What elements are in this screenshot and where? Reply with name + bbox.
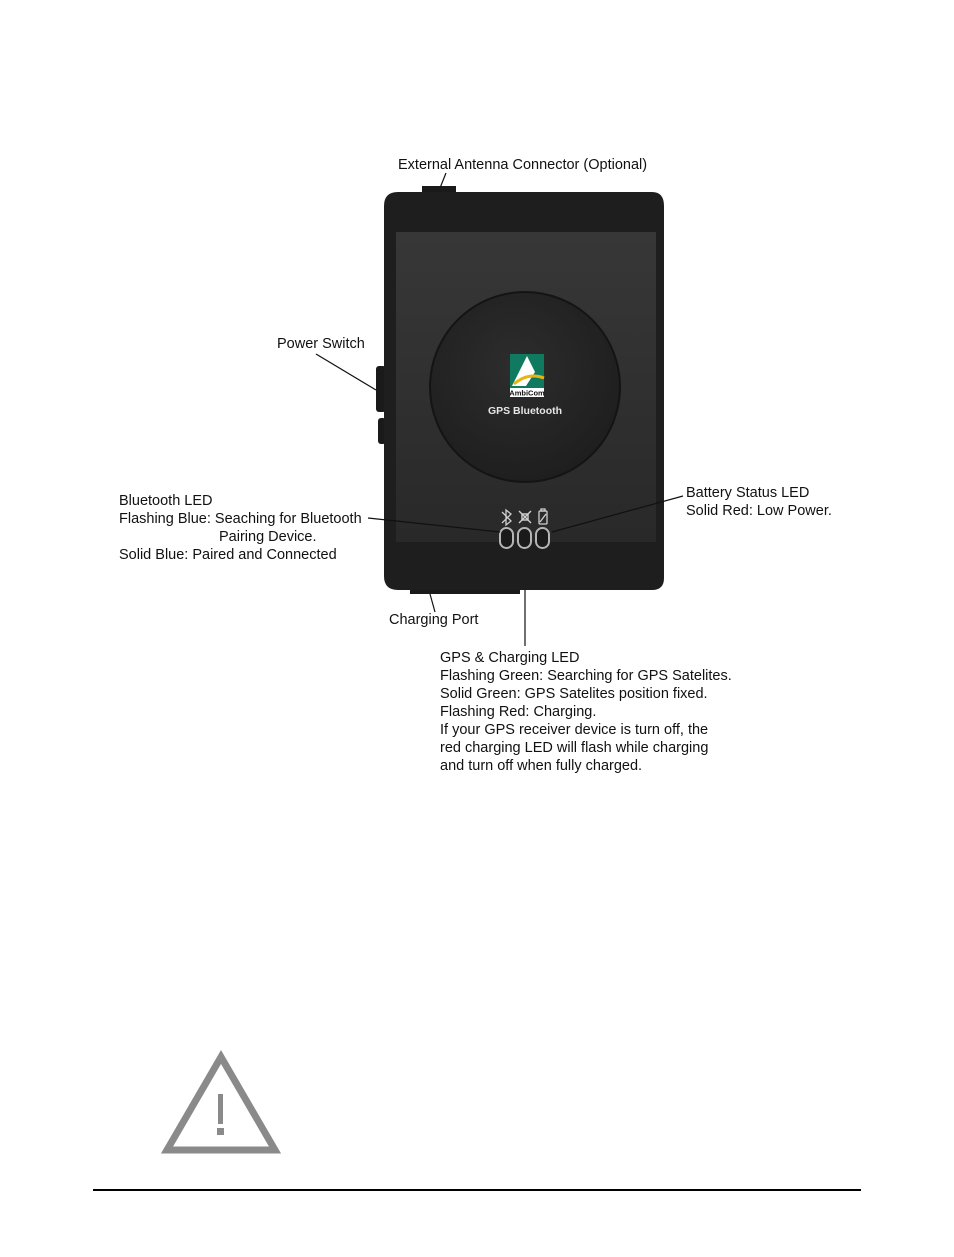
bluetooth-led xyxy=(500,528,513,548)
warning-triangle-icon xyxy=(167,1057,275,1150)
footer-rule xyxy=(93,1189,861,1191)
battery-led-line1: Solid Red: Low Power. xyxy=(686,503,832,519)
charging-port-label: Charging Port xyxy=(389,612,479,628)
bluetooth-led-title: Bluetooth LED xyxy=(119,493,213,509)
battery-led xyxy=(536,528,549,548)
gps-led-line: Flashing Green: Searching for GPS Satelites. xyxy=(440,668,732,684)
bluetooth-led-line3: Solid Blue: Paired and Connected xyxy=(119,547,337,563)
power-switch-label: Power Switch xyxy=(277,336,365,352)
gps-led-line: Flashing Red: Charging. xyxy=(440,704,597,720)
bluetooth-led-line2: Pairing Device. xyxy=(219,529,317,545)
gps-led-line: Solid Green: GPS Satelites position fixed. xyxy=(440,686,708,702)
external-antenna-label: External Antenna Connector (Optional) xyxy=(398,157,648,173)
gps-led-line: red charging LED will flash while charging xyxy=(440,740,709,756)
gps-led-line: and turn off when fully charged. xyxy=(440,758,643,774)
gps-led-line: If your GPS receiver device is turn off, the xyxy=(440,722,709,738)
bluetooth-led-line1: Flashing Blue: Seaching for Bluetooth xyxy=(119,511,362,527)
gps-led-title: GPS & Charging LED xyxy=(440,650,580,666)
leader-antenna xyxy=(440,173,446,188)
logo-caption: GPS Bluetooth xyxy=(487,405,563,417)
gps-charging-led xyxy=(518,528,531,548)
battery-led-title: Battery Status LED xyxy=(686,485,810,501)
leader-power-switch xyxy=(316,354,376,390)
logo-brand: AmbiCom xyxy=(509,388,545,398)
leader-charging-port xyxy=(430,594,435,612)
